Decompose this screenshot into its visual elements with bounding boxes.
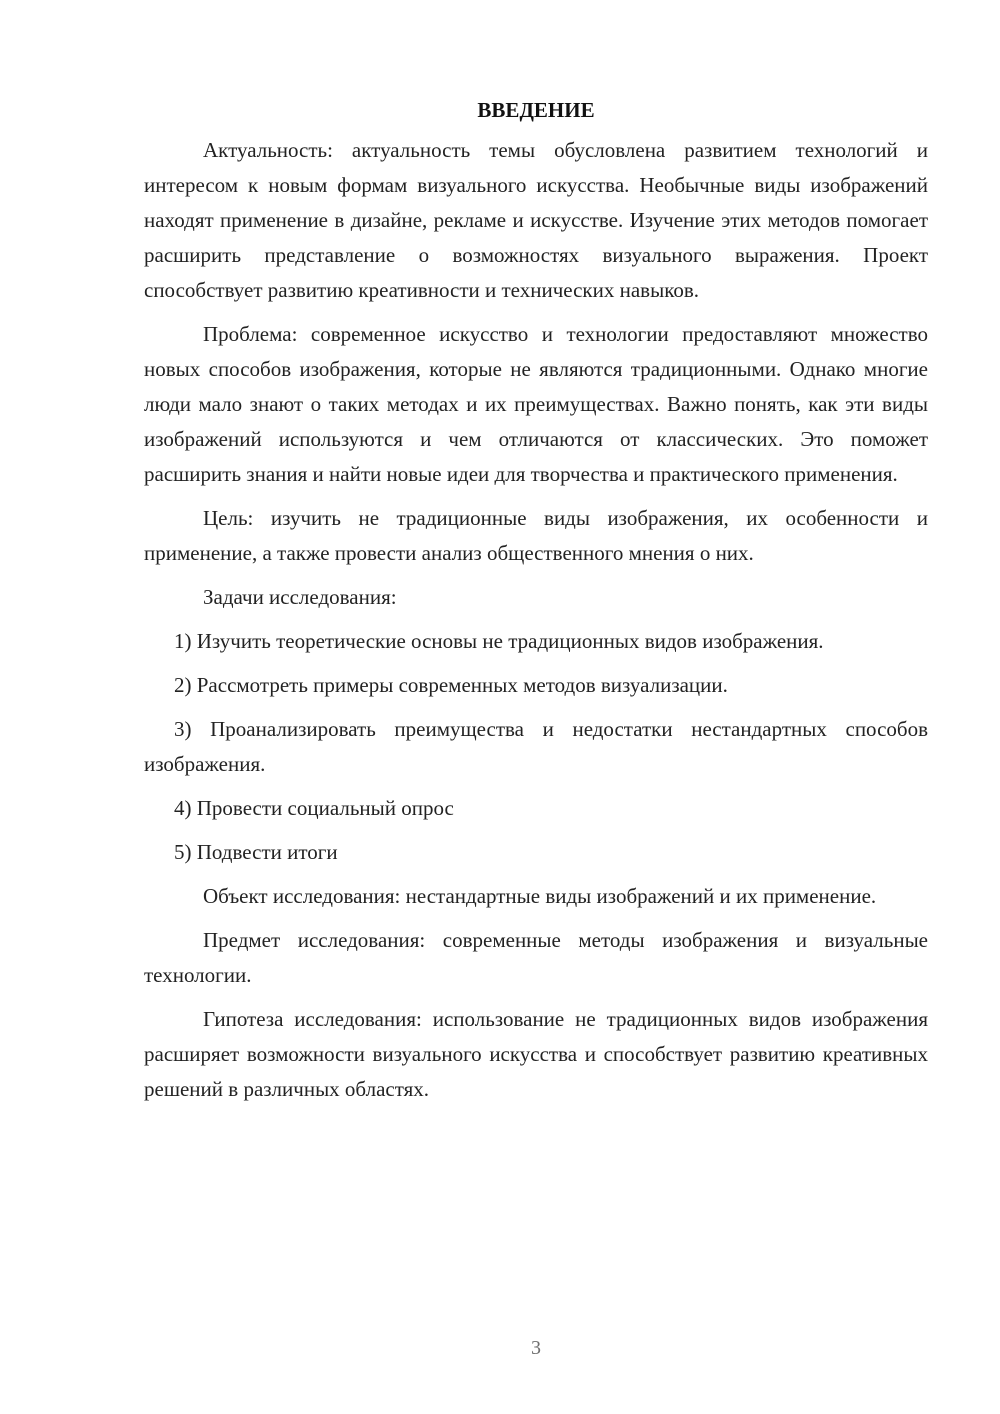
task-item: 2) Рассмотреть примеры современных методов визуализации. <box>174 673 728 697</box>
task-item: 4) Провести социальный опрос <box>174 796 454 820</box>
subject-paragraph: Предмет исследования: современные методы изображения и визуальные технологии. <box>144 928 928 987</box>
task-item: 5) Подвести итоги <box>174 840 338 864</box>
task-item: 1) Изучить теоретические основы не традиционных видов изображения. <box>174 629 824 653</box>
task-item: 3) Проанализировать преимущества и недостатки нестандартных способов изображения. <box>144 717 928 776</box>
hypothesis-paragraph: Гипотеза исследования: использование не традиционных видов изображения расширяет возможности визуального искусства и способствует развитию креативных решений в различных областях. <box>144 1007 928 1101</box>
tasks-list <box>144 624 928 870</box>
relevance-paragraph: Актуальность: актуальность темы обусловлена развитием технологий и интересом к новым формам визуального искусства. Необычные виды изображений находят применение в дизайне, рекламе и искусстве. Изучение этих методов помогает расширить представление о возможностях визуального выражения. Проект способствует развитию креативности и технических навыков. <box>144 138 928 302</box>
page-number: 3 <box>531 1337 541 1359</box>
goal-paragraph: Цель: изучить не традиционные виды изображения, их особенности и применение, а также провести анализ общественного мнения о них. <box>144 506 928 565</box>
problem-paragraph: Проблема: современное искусство и технологии предоставляют множество новых способов изображения, которые не являются традиционными. Однако многие люди мало знают о таких методах и их преимуществах. Важно понять, как эти виды изображений используются и чем отличаются от классических. Это поможет расширить знания и найти новые идеи для творчества и практического применения. <box>144 322 928 486</box>
page-content <box>144 93 928 1116</box>
tasks-heading: Задачи исследования: <box>203 585 397 609</box>
object-paragraph: Объект исследования: нестандартные виды изображений и их применение. <box>203 884 877 908</box>
section-title: ВВЕДЕНИЕ <box>477 98 595 122</box>
